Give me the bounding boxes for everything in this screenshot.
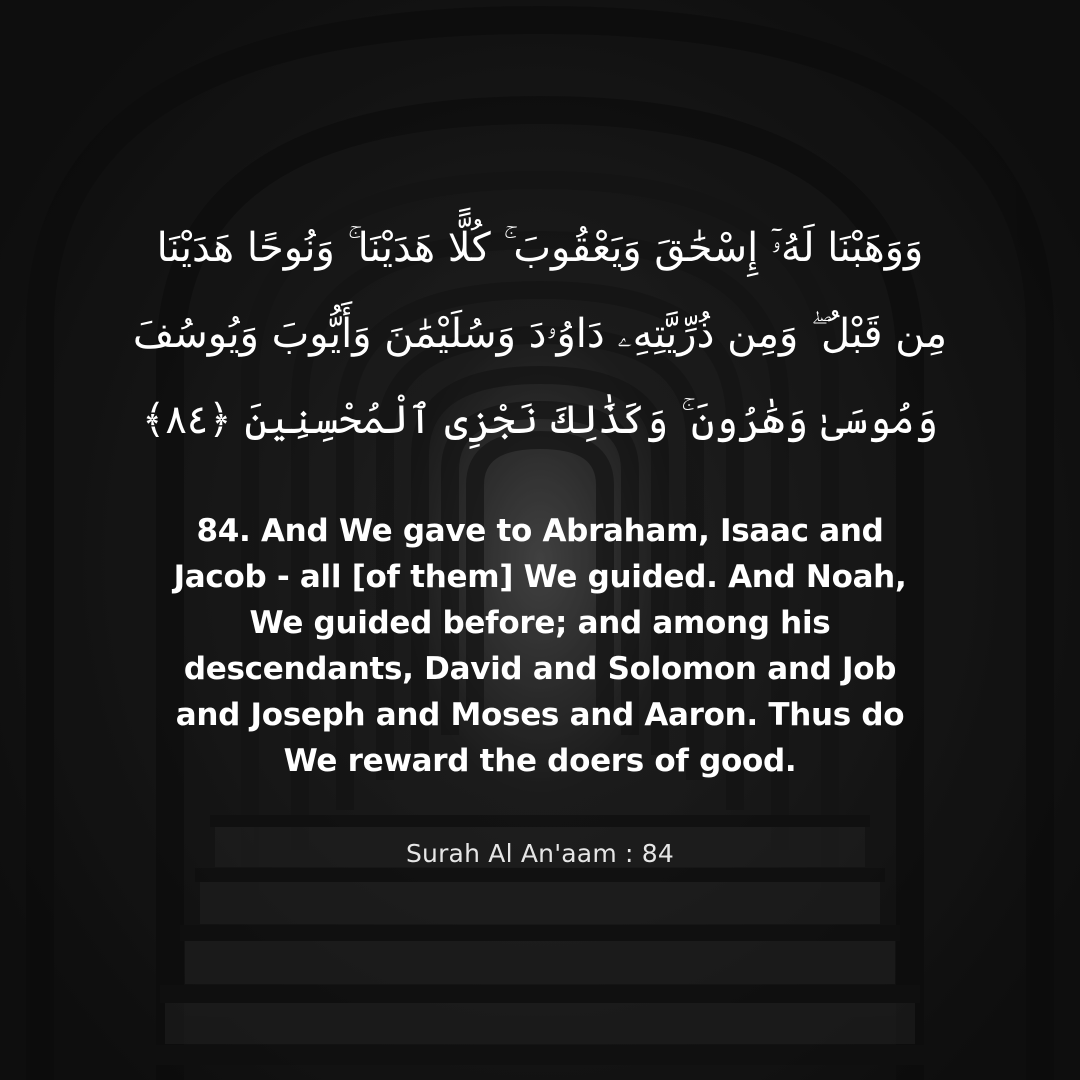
translation-line: descendants, David and Solomon and Job (183, 651, 897, 687)
arabic-line: مِن قَبْلُ ۖ وَمِن ذُرِّيَّتِهِۦ دَاوُۥدَ وَسُلَيْمَٰنَ وَأَيُّوبَ وَيُوسُفَ (132, 311, 948, 357)
translation-line: 84. And We gave to Abraham, Isaac and (196, 513, 884, 549)
english-translation (110, 508, 970, 784)
arabic-verse (90, 205, 990, 463)
surah-reference: Surah Al An'aam : 84 (405, 839, 675, 868)
arabic-line: وَوَهَبْنَا لَهُۥٓ إِسْحَٰقَ وَيَعْقُوبَ ۚ كُلًّا هَدَيْنَا ۚ وَنُوحًا هَدَيْنَا (156, 225, 924, 271)
translation-line: We guided before; and among his (249, 605, 831, 641)
translation-line: We reward the doers of good. (283, 743, 797, 779)
translation-line: Jacob - all [of them] We guided. And Noah, (173, 559, 907, 595)
translation-line: and Joseph and Moses and Aaron. Thus do (175, 697, 905, 733)
arabic-line: وَمُوسَىٰ وَهَٰرُونَ ۚ وَكَذَٰلِكَ نَجْزِى ٱلْمُحْسِنِينَ ﴿٨٤﴾ (141, 397, 939, 443)
